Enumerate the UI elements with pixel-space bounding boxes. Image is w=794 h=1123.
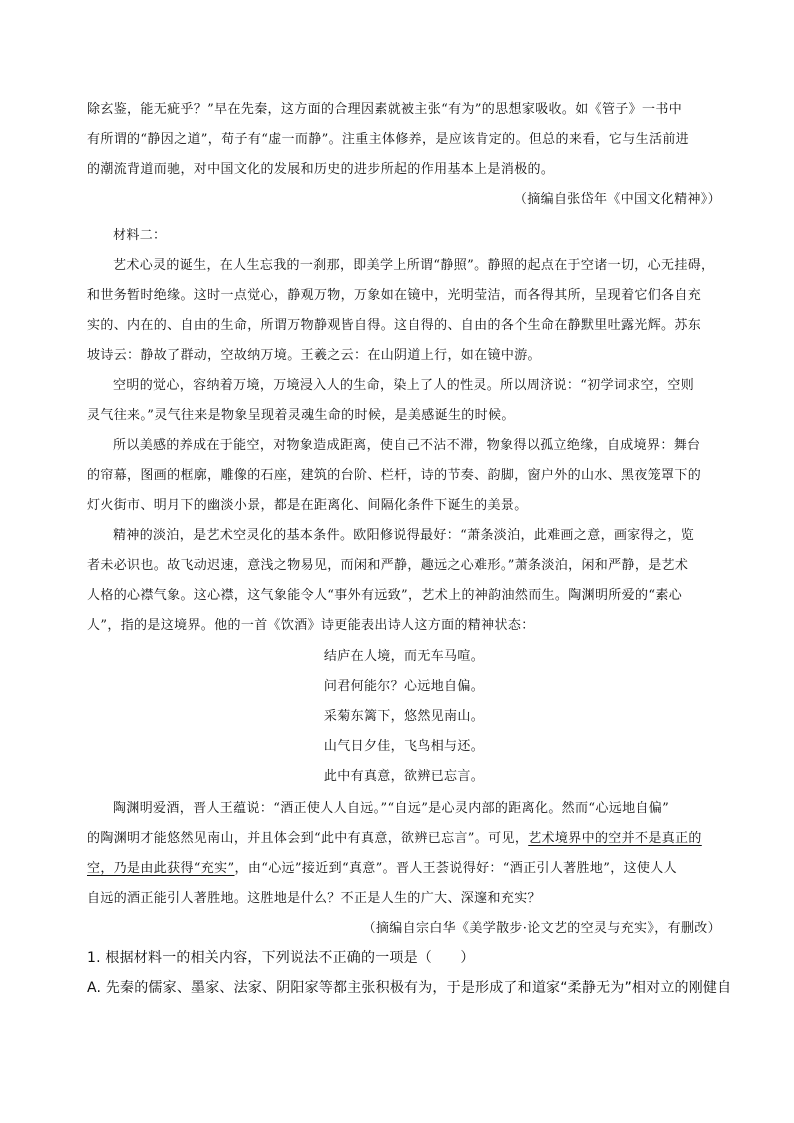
text-line: [87, 857, 721, 876]
text-line: 人”，指的是这境界。他的一首《饮酒》诗更能表出诗人这方面的精神状态：: [87, 618, 535, 633]
text-segment: ，由“心远”接近到“真意”。晋人王荟说得好：“酒正引人著胜地”，这使人人: [234, 861, 677, 876]
poem-line: 此中有真意，欲辨已忘言。: [323, 769, 485, 784]
text-line: 的帘幕，图画的框廓，雕像的石座，建筑的台阶、栏杆，诗的节奏、韵脚，窗户外的山水、黑夜笼罩下的: [87, 468, 702, 483]
text-line: 精神的淡泊，是艺术空灵化的基本条件。欧阳修说得最好：“萧条淡泊，此难画之意，画家得之，览: [113, 528, 695, 543]
poem-line: 问君何能尔？心远地自偏。: [323, 679, 485, 694]
text-line: 空明的觉心，容纳着万境，万境浸入人的生命，染上了人的性灵。所以周济说：“初学词求空，空则: [113, 378, 695, 393]
text-line: 实的、内在的、自由的生命，所谓万物静观皆自得。这自得的、自由的各个生命在静默里吐露光辉。苏东: [87, 318, 702, 333]
question-stem: 1. 根据材料一的相关内容，下列说法不正确的一项是（ ）: [87, 950, 475, 966]
poem-line: 山气日夕佳，飞鸟相与还。: [323, 739, 485, 754]
text-segment: 的陶渊明才能悠然见南山，并且体会到“此中有真意，欲辨已忘言”。可见，: [87, 831, 529, 846]
text-line: 的潮流背道而驰，对中国文化的发展和历史的进步所起的作用基本上是消极的。: [87, 162, 555, 177]
source-citation-1: （摘编自张岱年《中国文化精神》）: [513, 192, 721, 207]
text-line: 除玄鉴，能无疵乎？”早在先秦，这方面的合理因素就被主张“有为”的思想家吸收。如《管子》一书中: [87, 102, 683, 117]
text-line: [87, 827, 721, 846]
text-line: 者未必识也。故飞动迟速，意浅之物易见，而闲和严静，趣远之心难形。”萧条淡泊，闲和严静，是艺术: [87, 558, 689, 573]
material-heading: 材料二：: [113, 228, 167, 243]
text-line: 和世务暂时绝缘。这时一点觉心，静观万物，万象如在镜中，光明莹洁，而各得其所，呈现着它们各自充: [87, 288, 702, 303]
text-line: 陶渊明爱酒，晋人王蕴说：“酒正使人人自远。”“自远”是心灵内部的距离化。然而“心远地自偏”: [113, 801, 670, 816]
option-a: A. 先秦的儒家、墨家、法家、阴阳家等都主张积极有为，于是形成了和道家“柔静无为”相对立的刚健自: [87, 980, 732, 996]
poem-line: 采菊东篱下，悠然见南山。: [323, 709, 485, 724]
text-line: 人格的心襟气象。这心襟，这气象能令人“事外有远致”，艺术上的神韵油然而生。陶渊明所爱的“素心: [87, 588, 683, 603]
source-citation-2: （摘编自宗白华《美学散步·论文艺的空灵与充实》，有删改）: [362, 921, 721, 936]
text-line: 坡诗云：静故了群动，空故纳万境。王羲之云：在山阴道上行，如在镜中游。: [87, 348, 541, 363]
text-line: 所以美感的养成在于能空，对物象造成距离，使自己不沾不滞，物象得以孤立绝缘，自成境界：舞台: [113, 438, 701, 453]
text-line: 自远的酒正能引人著胜地。这胜地是什么？不正是人生的广大、深邃和充实？: [87, 891, 541, 906]
text-line: 艺术心灵的诞生，在人生忘我的一刹那，即美学上所谓“静照”。静照的起点在于空诸一切，心无挂碍，: [113, 258, 715, 273]
underlined-phrase: 艺术境界中的空并不是真正的: [528, 831, 702, 846]
text-line: 有所谓的“静因之道”，荀子有“虚一而静”。注重主体修养，是应该肯定的。但总的来看，它与生活前进: [87, 132, 690, 147]
text-line: 灯火街市、明月下的幽淡小景，都是在距离化、间隔化条件下诞生的美景。: [87, 498, 528, 513]
underlined-phrase: 空，乃是由此获得“充实”: [87, 861, 235, 876]
text-line: 灵气往来。”灵气往来是物象呈现着灵魂生命的时候，是美感诞生的时候。: [87, 408, 515, 423]
poem-line: 结庐在人境，而无车马喧。: [323, 649, 485, 664]
